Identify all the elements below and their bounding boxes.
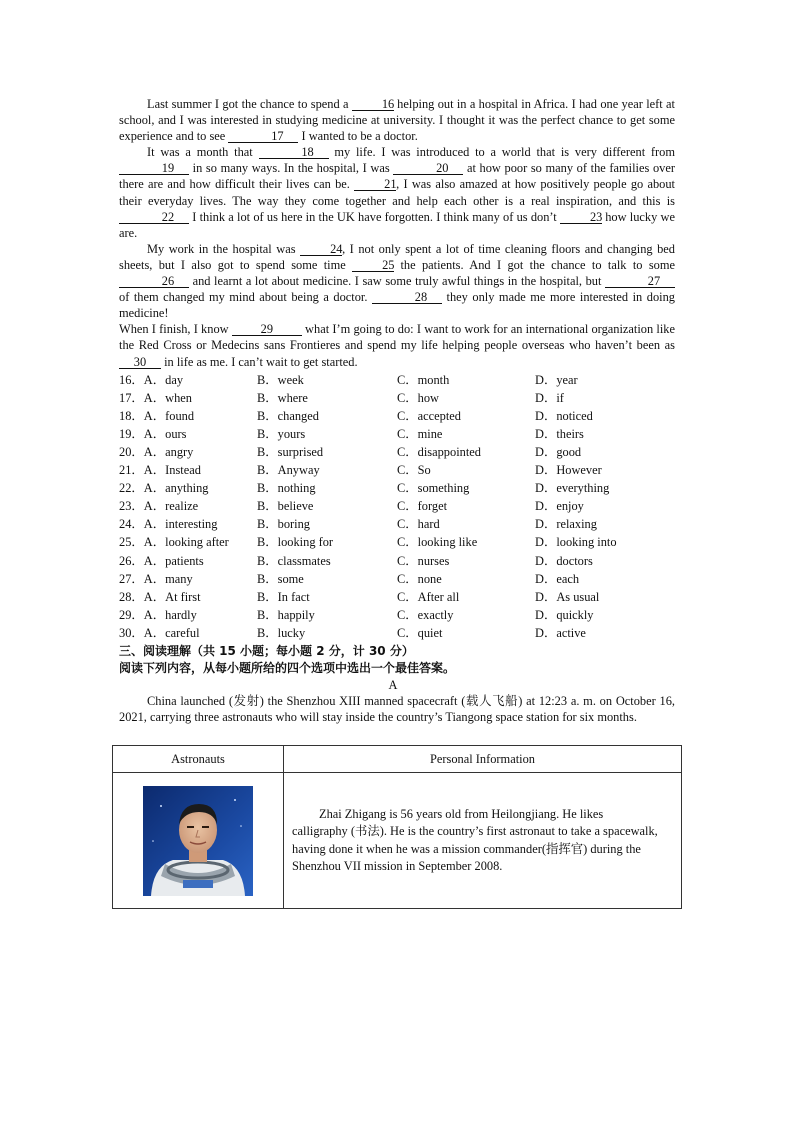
option-c[interactable]: C．forget — [397, 499, 448, 514]
header-astronauts: Astronauts — [113, 746, 284, 773]
option-b[interactable]: B．believe — [257, 499, 314, 514]
blank-22[interactable]: 22 — [119, 211, 189, 224]
option-b[interactable]: B．Anyway — [257, 463, 320, 478]
question-16 — [119, 371, 675, 389]
option-c[interactable]: C．quiet — [397, 625, 443, 640]
passage-paragraph-3: My work in the hospital was 24, I not only spent a lot of time cleaning floors and changing bed sheets, but I also got to spend some time 25 the patients. And I got the chance to talk to some 26 and learnt a lot about medicine. I saw some truly awful things in the hospital, but 27 of them changed my mind about being a doctor. 28 they only made me more interested in doing medicine! — [119, 241, 676, 321]
option-a[interactable]: A．when — [143, 390, 192, 405]
option-c[interactable]: C．looking like — [397, 535, 478, 550]
option-a[interactable]: A．patients — [143, 553, 204, 568]
option-c[interactable]: C．mine — [397, 426, 443, 441]
passage-paragraph-2: It was a month that 18 my life. I was introduced to a world that is very different from 19 in so many ways. In the hospital, I was 20 at how poor so many of the families over there are and how difficult their lives can be. 21, I was also amazed at how positively people go about their everyday lives. The way they come together and help each other is a real inspiration, and this is 22 I think a lot of us here in the UK have forgotten. I think many of us don’t 23 how lucky we are. — [119, 145, 676, 240]
table-header-row — [113, 746, 682, 773]
question-22 — [119, 479, 675, 497]
astronaut-table — [112, 745, 682, 909]
option-b[interactable]: B．where — [257, 390, 308, 405]
option-a[interactable]: A．realize — [143, 499, 199, 514]
option-d[interactable]: D．if — [535, 390, 564, 405]
question-number: 22． — [119, 481, 144, 496]
blank-25[interactable]: 25 — [352, 259, 394, 272]
option-b[interactable]: B．some — [257, 571, 304, 586]
blank-24[interactable]: 24 — [300, 243, 342, 256]
question-number: 29． — [119, 607, 144, 622]
option-c[interactable]: C．something — [397, 481, 470, 496]
option-b[interactable]: B．looking for — [257, 535, 334, 550]
option-a[interactable]: A．day — [143, 372, 184, 387]
option-b[interactable]: B．nothing — [257, 481, 316, 496]
option-c[interactable]: C．exactly — [397, 607, 454, 622]
blank-27[interactable]: 27 — [605, 275, 675, 288]
option-a[interactable]: A．At first — [143, 589, 201, 604]
blank-18[interactable]: 18 — [259, 146, 329, 159]
option-b[interactable]: B．surprised — [257, 444, 324, 459]
table-row — [113, 773, 682, 909]
question-30 — [119, 624, 675, 642]
question-number: 20． — [119, 444, 144, 459]
option-d[interactable]: D．good — [535, 444, 582, 459]
option-d[interactable]: D．active — [535, 625, 586, 640]
option-d[interactable]: D．enjoy — [535, 499, 584, 514]
question-28 — [119, 588, 675, 606]
option-d[interactable]: D．doctors — [535, 553, 593, 568]
option-d[interactable]: D．quickly — [535, 607, 594, 622]
option-a[interactable]: A．Instead — [143, 463, 201, 478]
section-instruction: 阅读下列内容，从每小题所给的四个选项中选出一个最佳答案。 — [119, 661, 456, 675]
option-c[interactable]: C．month — [397, 372, 450, 387]
question-number: 25． — [119, 535, 144, 550]
blank-17[interactable]: 17 — [228, 130, 298, 143]
option-b[interactable]: B．week — [257, 372, 304, 387]
blank-19[interactable]: 19 — [119, 162, 189, 175]
header-personal-info: Personal Information — [284, 746, 682, 773]
passage-paragraph-1: Last summer I got the chance to spend a 16 helping out in a hospital in Africa. I had one year left at school, and I was interested in studying medicine at university. I thought it was the perfect chance to get some experience and to see 17 I wanted to be a doctor. — [119, 97, 675, 144]
question-29 — [119, 606, 675, 624]
question-number: 27． — [119, 571, 144, 586]
blank-26[interactable]: 26 — [119, 275, 189, 288]
option-a[interactable]: A．hardly — [143, 607, 197, 622]
question-number: 16． — [119, 372, 144, 387]
blank-28[interactable]: 28 — [372, 291, 442, 304]
question-number: 26． — [119, 553, 144, 568]
option-a[interactable]: A．ours — [143, 426, 187, 441]
astronaut-photo — [143, 786, 253, 896]
option-d[interactable]: D．looking into — [535, 535, 617, 550]
option-a[interactable]: A．many — [143, 571, 193, 586]
option-b[interactable]: B．yours — [257, 426, 306, 441]
question-number: 28． — [119, 589, 144, 604]
option-a[interactable]: A．careful — [143, 625, 200, 640]
option-d[interactable]: D．theirs — [535, 426, 584, 441]
option-a[interactable]: A．angry — [143, 444, 194, 459]
option-d[interactable]: D．each — [535, 571, 580, 586]
question-number: 30． — [119, 625, 144, 640]
option-d[interactable]: D．However — [535, 463, 602, 478]
exam-page — [119, 96, 675, 725]
question-number: 24． — [119, 517, 144, 532]
question-18 — [119, 407, 675, 425]
option-b[interactable]: B．boring — [257, 517, 311, 532]
option-a[interactable]: A．found — [143, 408, 195, 423]
astronaut-info-cell — [284, 773, 682, 909]
question-24 — [119, 515, 675, 533]
question-27 — [119, 570, 675, 588]
question-number: 23． — [119, 499, 144, 514]
option-b[interactable]: B．classmates — [257, 553, 331, 568]
option-c[interactable]: C．nurses — [397, 553, 450, 568]
option-d[interactable]: D．As usual — [535, 589, 600, 604]
blank-21[interactable]: 21 — [354, 178, 396, 191]
blank-30[interactable]: 30 — [119, 356, 161, 369]
option-c[interactable]: C．accepted — [397, 408, 461, 423]
option-b[interactable]: B．lucky — [257, 625, 306, 640]
option-b[interactable]: B．In fact — [257, 589, 310, 604]
section-title: 三、阅读理解（共 15 小题；每小题 2 分，计 30 分） — [119, 644, 414, 658]
option-b[interactable]: B．happily — [257, 607, 315, 622]
option-c[interactable]: C．hard — [397, 517, 440, 532]
option-a[interactable]: A．anything — [143, 481, 209, 496]
question-26 — [119, 552, 675, 570]
question-21 — [119, 461, 675, 479]
question-number: 19． — [119, 426, 144, 441]
option-d[interactable]: D．year — [535, 372, 578, 387]
question-25 — [119, 533, 675, 551]
options-list — [119, 371, 675, 642]
question-19 — [119, 425, 675, 443]
option-c[interactable]: C．none — [397, 571, 442, 586]
question-number: 21． — [119, 463, 144, 478]
option-c[interactable]: C．So — [397, 463, 431, 478]
option-d[interactable]: D．relaxing — [535, 517, 597, 532]
option-c[interactable]: C．how — [397, 390, 439, 405]
question-17 — [119, 389, 675, 407]
option-d[interactable]: D．noticed — [535, 408, 593, 423]
blank-23[interactable]: 23 — [560, 211, 602, 224]
option-b[interactable]: B．changed — [257, 408, 319, 423]
option-c[interactable]: C．After all — [397, 589, 460, 604]
blank-20[interactable]: 20 — [393, 162, 463, 175]
question-number: 18． — [119, 408, 144, 423]
astronaut-photo-cell — [113, 773, 284, 909]
astronaut-info-text: Zhai Zhigang is 56 years old from Heilongjiang. He likes calligraphy (书法). He is the country’s first astronaut to take a spacewalk, having done it when he was a mission commander(指挥官) during the Shenzhou VII mission in September 2008. — [292, 806, 658, 873]
option-a[interactable]: A．interesting — [143, 517, 218, 532]
blank-16[interactable]: 16 — [352, 98, 394, 111]
passage-letter: A — [388, 678, 398, 692]
question-20 — [119, 443, 675, 461]
option-c[interactable]: C．disappointed — [397, 444, 481, 459]
passage-paragraph-4: When I finish, I know 29 what I’m going to do: I want to work for an international organization like the Red Cross or Medecins sans Frontieres and spend my life helping people overseas who haven’t been as 30 in life as me. I can’t wait to get started. — [119, 322, 675, 369]
reading-intro: China launched (发射) the Shenzhou XIII manned spacecraft (载人飞船) at 12:23 a. m. on October 16, 2021, carrying three astronauts who will stay inside the country’s Tiangong space station for six months. — [119, 694, 675, 725]
question-23 — [119, 497, 675, 515]
option-d[interactable]: D．everything — [535, 481, 610, 496]
blank-29[interactable]: 29 — [232, 323, 302, 336]
option-a[interactable]: A．looking after — [143, 535, 229, 550]
question-number: 17． — [119, 390, 144, 405]
